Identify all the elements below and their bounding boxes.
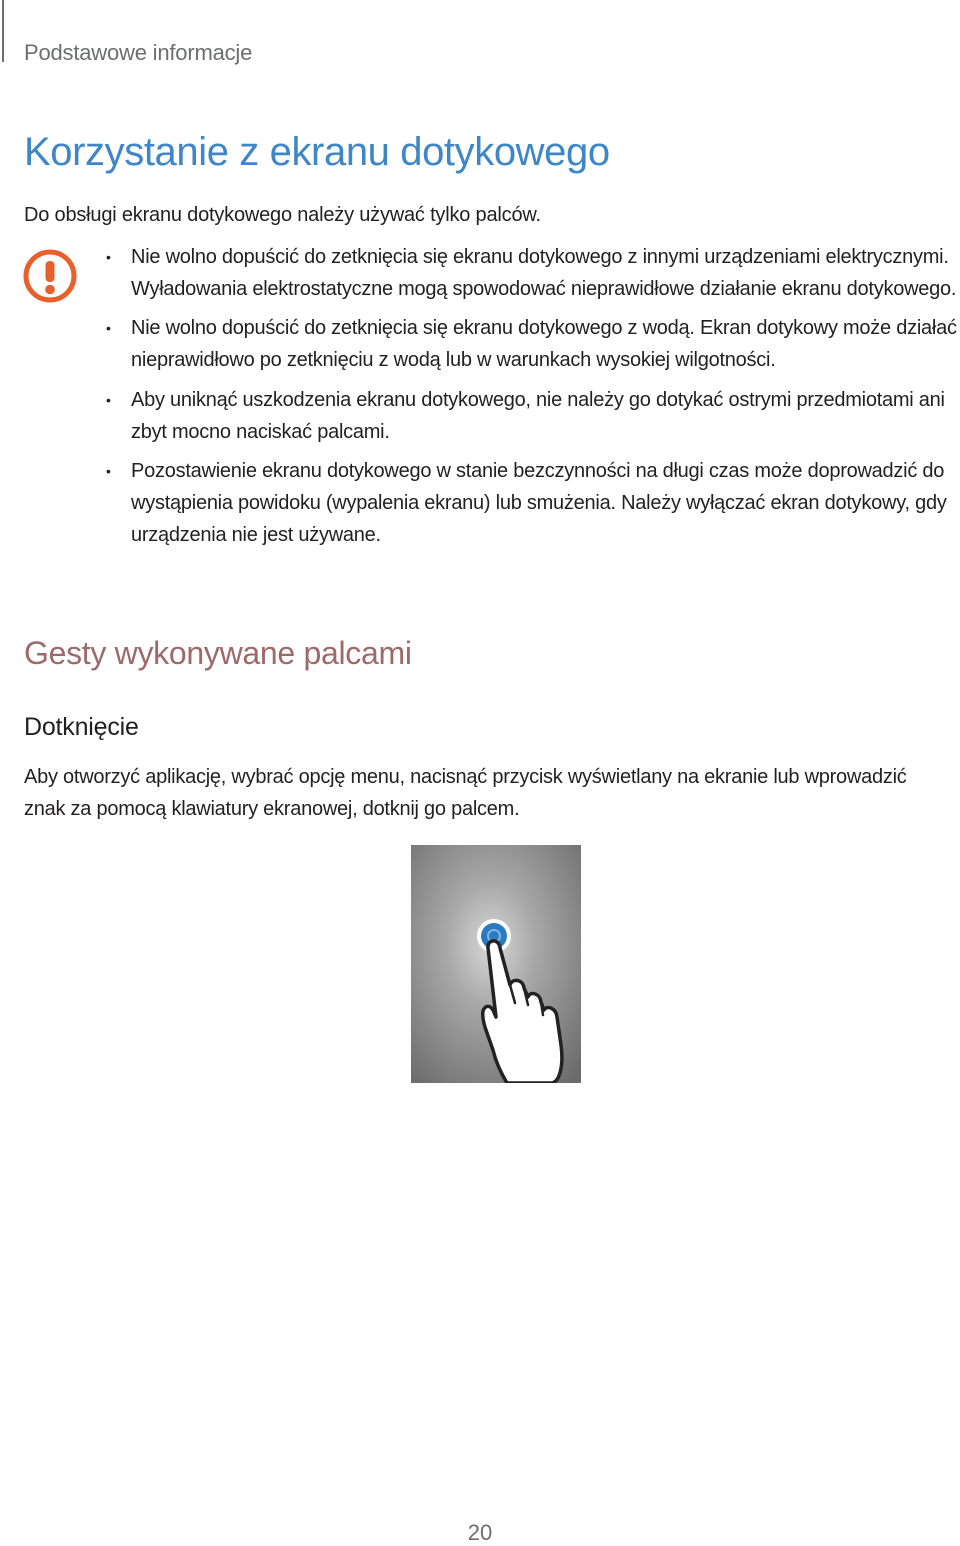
running-head: Podstawowe informacje [24,40,253,65]
margin-rule [2,0,4,62]
section-title: Gesty wykonywane palcami [24,635,412,671]
caution-item [100,456,960,551]
bullet-icon: • [106,391,111,408]
caution-list [100,242,960,559]
caution-item-text: Aby uniknąć uszkodzenia ekranu dotykowego, nie należy go dotykać ostrymi przedmiotami ani zbyt mocno naciskać palcami. [131,388,945,443]
caution-item [100,313,960,376]
caution-item-text: Pozostawienie ekranu dotykowego w stanie bezczynności na długi czas może doprowadzić do wystąpienia powidoku (wypalenia ekranu) lub smużenia. Należy wyłączać ekran dotykowy, gdy urządzenia nie jest używane. [131,460,947,546]
caution-item [100,385,960,448]
body-text: Aby otworzyć aplikację, wybrać opcję menu, nacisnąć przycisk wyświetlany na ekranie lub wprowadzić znak za pomocą klawiatury ekranowej, dotknij go palcem. [24,766,907,820]
page-number: 20 [467,1520,493,1545]
caution-item-text: Nie wolno dopuścić do zetknięcia się ekranu dotykowego z wodą. Ekran dotykowy może działać nieprawidłowo po zetknięciu z wodą lub w warunkach wysokiej wilgotności. [131,317,957,372]
caution-item-text: Nie wolno dopuścić do zetknięcia się ekranu dotykowego z innymi urządzeniami elektrycznymi. Wyładowania elektrostatyczne mogą spowodować nieprawidłowe działanie ekranu dotykowego. [131,246,957,300]
tap-gesture-illustration [411,845,581,1083]
page-title: Korzystanie z ekranu dotykowego [24,130,610,174]
bullet-icon: • [106,463,111,480]
caution-icon [23,249,77,303]
bullet-icon: • [106,320,111,337]
subsection-title: Dotknięcie [24,713,139,741]
bullet-icon: • [106,249,111,265]
caution-item [100,242,960,305]
intro-text: Do obsługi ekranu dotykowego należy używać tylko palców. [24,204,541,226]
